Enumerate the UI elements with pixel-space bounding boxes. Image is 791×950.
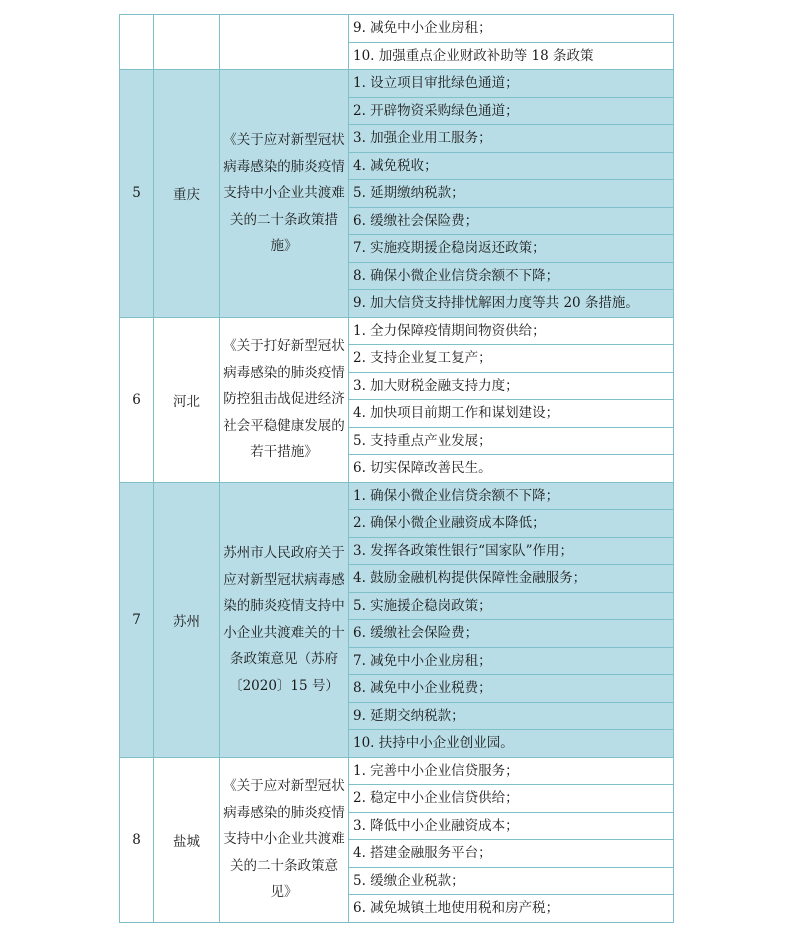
measure-item: 3. 加强企业用工服务；: [349, 125, 673, 153]
measure-item: 7. 实施疫期援企稳岗返还政策；: [349, 235, 673, 263]
row-number: [120, 15, 154, 70]
measure-item: 9. 减免中小企业房租；: [349, 15, 673, 43]
measure-item: 2. 确保小微企业融资成本降低；: [349, 510, 673, 538]
row-document: 《关于应对新型冠状病毒感染的肺炎疫情支持中小企业共渡难关的二十条政策措施》: [220, 70, 349, 318]
row-document: 《关于应对新型冠状病毒感染的肺炎疫情支持中小企业共渡难关的二十条政策意见》: [220, 757, 349, 922]
measure-item: 1. 确保小微企业信贷余额不下降；: [349, 483, 673, 511]
table-row: [120, 15, 674, 70]
row-document: 苏州市人民政府关于应对新型冠状病毒感染的肺炎疫情支持中小企业共渡难关的十条政策意见（苏府〔2020〕15 号）: [220, 482, 349, 757]
measure-item: 10. 扶持中小企业创业园。: [353, 735, 514, 751]
row-measures: [349, 317, 674, 482]
measure-item: 6. 缓缴社会保险费；: [349, 620, 673, 648]
measure-item: 10. 加强重点企业财政补助等 18 条政策: [353, 47, 594, 64]
measure-item: 9. 延期交纳税款；: [349, 703, 673, 731]
row-city: 苏州: [154, 482, 220, 757]
measure-item: 2. 支持企业复工复产；: [349, 345, 673, 373]
measure-item: 1. 完善中小企业信贷服务；: [349, 758, 673, 786]
row-measures: [349, 70, 674, 318]
measure-item: 6. 切实保障改善民生。: [353, 460, 492, 476]
row-document: 《关于打好新型冠状病毒感染的肺炎疫情防控狙击战促进经济社会平稳健康发展的若干措施》: [220, 317, 349, 482]
measure-item: 4. 搭建金融服务平台；: [349, 840, 673, 868]
measure-item: 7. 减免中小企业房租；: [349, 648, 673, 676]
table-row: [120, 70, 674, 318]
table-row: [120, 757, 674, 922]
measure-item: 6. 减免城镇土地使用税和房产税；: [353, 900, 560, 916]
row-measures: [349, 15, 674, 70]
row-city: 重庆: [154, 70, 220, 318]
measure-item: 5. 支持重点产业发展；: [349, 428, 673, 456]
row-measures: [349, 482, 674, 757]
measure-item: 8. 减免中小企业税费；: [349, 675, 673, 703]
row-number: 5: [120, 70, 154, 318]
measure-item: 1. 设立项目审批绿色通道；: [349, 70, 673, 98]
measure-item: 4. 加快项目前期工作和谋划建设；: [349, 400, 673, 428]
measure-item: 6. 缓缴社会保险费；: [349, 208, 673, 236]
row-number: 8: [120, 757, 154, 922]
row-measures: [349, 757, 674, 922]
measure-item: 4. 鼓励金融机构提供保障性金融服务；: [349, 565, 673, 593]
row-city: 盐城: [154, 757, 220, 922]
measure-item: 8. 确保小微企业信贷余额不下降；: [349, 263, 673, 291]
measure-item: 9. 加大信贷支持排忧解困力度等共 20 条措施。: [353, 295, 639, 311]
measure-item: 5. 缓缴企业税款；: [349, 868, 673, 896]
row-city: 河北: [154, 317, 220, 482]
measure-item: 5. 实施援企稳岗政策；: [349, 593, 673, 621]
row-number: 6: [120, 317, 154, 482]
row-number: 7: [120, 482, 154, 757]
measure-item: 4. 减免税收；: [349, 153, 673, 181]
measure-item: 5. 延期缴纳税款；: [349, 180, 673, 208]
measure-item: 3. 加大财税金融支持力度；: [349, 373, 673, 401]
measure-item: 3. 发挥各政策性银行“国家队”作用；: [349, 538, 673, 566]
measure-item: 3. 降低中小企业融资成本；: [349, 813, 673, 841]
table-row: [120, 317, 674, 482]
measure-item: 2. 开辟物资采购绿色通道；: [349, 98, 673, 126]
measure-item: 1. 全力保障疫情期间物资供给；: [349, 318, 673, 346]
row-city: [154, 15, 220, 70]
measure-item: 2. 稳定中小企业信贷供给；: [349, 785, 673, 813]
row-document: [220, 15, 349, 70]
table-row: [120, 482, 674, 757]
policy-table: [119, 14, 674, 923]
